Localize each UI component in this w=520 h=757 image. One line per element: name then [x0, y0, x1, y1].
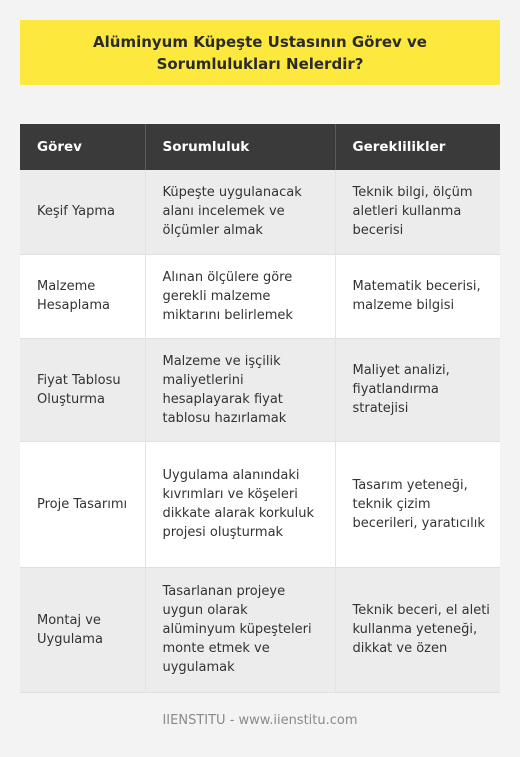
- table-row: [20, 441, 500, 567]
- responsibility-cell: Uygulama alanındaki kıvrımları ve köşeleri dikkate alarak korkuluk projesi oluşturmak: [145, 441, 335, 567]
- column-header-responsibility: Sorumluluk: [145, 124, 335, 170]
- table-row: [20, 338, 500, 441]
- requirements-cell: Maliyet analizi, fiyatlandırma stratejisi: [335, 338, 500, 441]
- responsibility-cell: Alınan ölçülere göre gerekli malzeme miktarını belirlemek: [145, 254, 335, 338]
- table-row: [20, 170, 500, 254]
- requirements-cell: Teknik beceri, el aleti kullanma yeteneği, dikkat ve özen: [335, 567, 500, 692]
- task-cell: Malzeme Hesaplama: [37, 279, 110, 313]
- table-row: [20, 254, 500, 338]
- task-cell: Montaj ve Uygulama: [37, 612, 103, 647]
- requirements-cell: Tasarım yeteneği, teknik çizim becerileri, yaratıcılık: [335, 441, 500, 567]
- responsibility-cell: Tasarlanan projeye uygun olarak alüminyum küpeşteleri monte etmek ve uygulamak: [145, 567, 335, 692]
- table-row: [20, 567, 500, 692]
- task-cell: Keşif Yapma: [37, 204, 115, 220]
- responsibility-cell: Küpeşte uygulanacak alanı incelemek ve ölçümler almak: [145, 170, 335, 254]
- responsibility-cell: Malzeme ve işçilik maliyetlerini hesaplayarak fiyat tablosu hazırlamak: [145, 338, 335, 441]
- task-cell: Proje Tasarımı: [37, 496, 128, 512]
- task-cell: Fiyat Tablosu Oluşturma: [37, 372, 121, 407]
- title-banner: [20, 20, 500, 85]
- column-header-task: Görev: [20, 124, 145, 170]
- footer-credit: IIENSTITU - www.iienstitu.com: [162, 713, 358, 728]
- table-header-row: [20, 124, 500, 170]
- column-header-requirements: Gereklilikler: [335, 124, 500, 170]
- duties-table: [20, 124, 500, 693]
- requirements-cell: Matematik becerisi, malzeme bilgisi: [335, 254, 500, 338]
- page-title: Alüminyum Küpeşte Ustasının Görev ve Sorumlulukları Nelerdir?: [93, 32, 427, 73]
- requirements-cell: Teknik bilgi, ölçüm aletleri kullanma becerisi: [335, 170, 500, 254]
